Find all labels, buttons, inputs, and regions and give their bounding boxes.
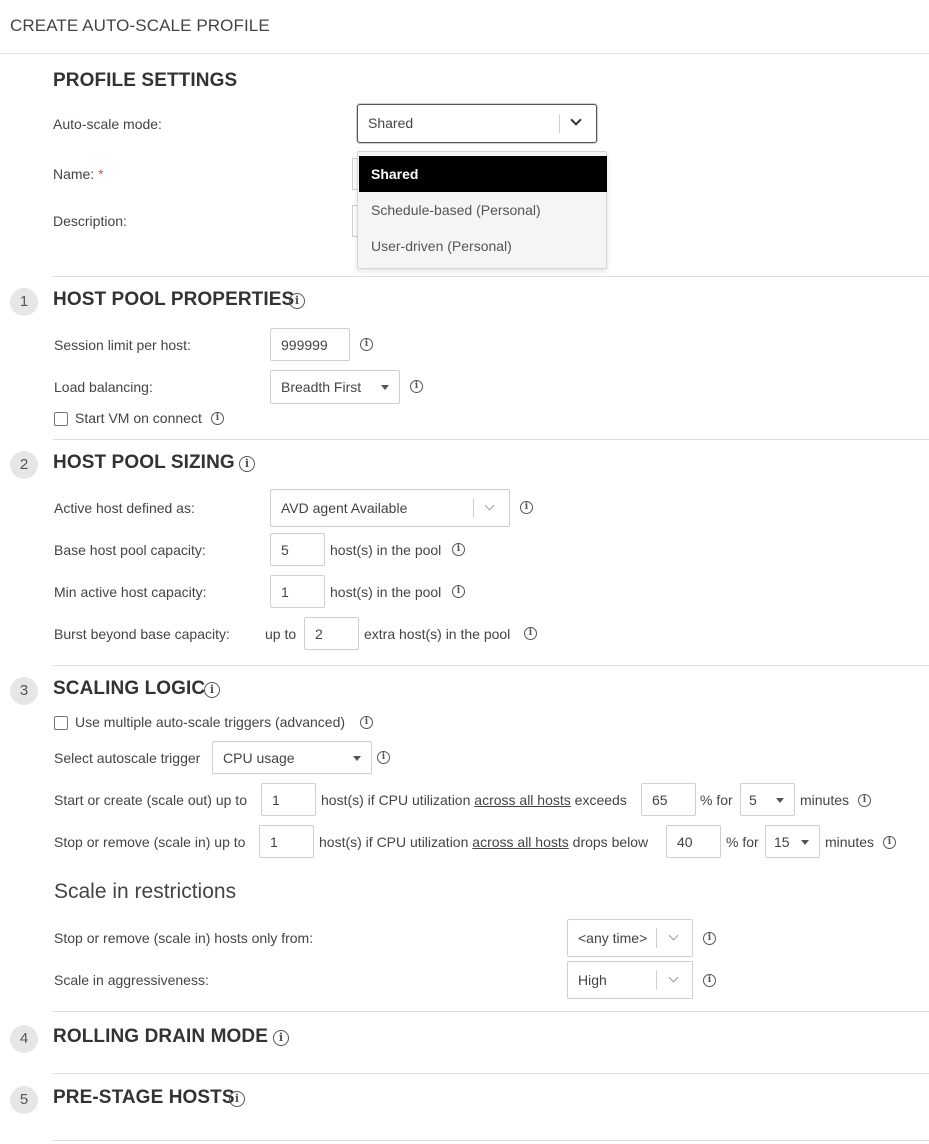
across-all-hosts-link[interactable]: across all hosts bbox=[472, 834, 569, 850]
scale-in-label: Stop or remove (scale in) up to bbox=[54, 834, 246, 850]
section-divider bbox=[53, 1140, 929, 1141]
page-title: CREATE AUTO-SCALE PROFILE bbox=[10, 16, 270, 35]
scale-in-percent-suffix: % for bbox=[726, 834, 759, 850]
scale-out-minutes-suffix: minutes bbox=[800, 792, 850, 808]
burst-suffix: extra host(s) in the pool bbox=[364, 626, 511, 642]
info-icon[interactable]: i bbox=[239, 456, 255, 472]
min-active-label: Min active host capacity: bbox=[54, 584, 207, 600]
min-active-suffix: host(s) in the pool bbox=[330, 584, 442, 600]
section-divider bbox=[53, 1011, 929, 1012]
chevron-down-icon[interactable] bbox=[669, 931, 679, 941]
auto-scale-mode-select[interactable] bbox=[357, 104, 597, 143]
chevron-down-icon[interactable] bbox=[570, 114, 581, 125]
select-separator bbox=[656, 928, 657, 948]
scale-in-minutes-select[interactable]: 15 bbox=[765, 825, 820, 858]
chevron-down-icon[interactable] bbox=[485, 501, 495, 511]
name-label: Name: * bbox=[53, 166, 104, 182]
chevron-down-icon[interactable] bbox=[669, 973, 679, 983]
info-icon[interactable]: i bbox=[410, 380, 423, 393]
info-icon[interactable]: i bbox=[703, 974, 716, 987]
start-vm-checkbox[interactable] bbox=[54, 412, 68, 426]
info-icon[interactable]: i bbox=[377, 751, 390, 764]
burst-prefix: up to bbox=[265, 626, 297, 642]
base-capacity-input[interactable]: 5 bbox=[270, 533, 325, 566]
info-icon[interactable]: i bbox=[452, 543, 465, 556]
scaling-logic-title: SCALING LOGIC bbox=[53, 678, 206, 699]
required-mark: * bbox=[98, 166, 104, 182]
scale-in-percent-input[interactable]: 40 bbox=[666, 825, 721, 858]
only-from-label: Stop or remove (scale in) hosts only from: bbox=[54, 930, 314, 946]
info-icon[interactable]: i bbox=[289, 293, 305, 309]
multi-trigger-label: Use multiple auto-scale triggers (advanced) bbox=[75, 714, 346, 730]
host-pool-properties-title: HOST POOL PROPERTIES bbox=[53, 289, 295, 310]
scale-in-restrictions-title: Scale in restrictions bbox=[54, 880, 237, 903]
info-icon[interactable]: i bbox=[524, 627, 537, 640]
scale-out-percent-suffix: % for bbox=[700, 792, 733, 808]
trigger-select[interactable]: CPU usage bbox=[212, 741, 372, 774]
select-separator bbox=[473, 498, 474, 518]
info-icon[interactable]: i bbox=[520, 501, 533, 514]
scale-out-minutes-select[interactable]: 5 bbox=[740, 783, 795, 816]
auto-scale-mode-dropdown bbox=[357, 151, 607, 269]
header-divider bbox=[0, 53, 929, 54]
session-limit-label: Session limit per host: bbox=[54, 337, 191, 353]
aggressiveness-select[interactable]: High bbox=[567, 961, 693, 999]
section-divider bbox=[53, 276, 929, 277]
across-all-hosts-link[interactable]: across all hosts bbox=[474, 792, 571, 808]
host-pool-sizing-title: HOST POOL SIZING bbox=[53, 452, 235, 473]
dropdown-option-shared[interactable]: Shared bbox=[359, 156, 607, 192]
burst-label: Burst beyond base capacity: bbox=[54, 626, 230, 642]
scale-out-text: host(s) if CPU utilization across all hosts exceeds bbox=[321, 792, 627, 808]
aggressiveness-label: Scale in aggressiveness: bbox=[54, 972, 209, 988]
scale-in-text: host(s) if CPU utilization across all hosts drops below bbox=[319, 834, 649, 850]
only-from-select[interactable]: <any time> bbox=[567, 919, 693, 957]
dropdown-option-user-driven[interactable]: User-driven (Personal) bbox=[371, 238, 512, 254]
info-icon[interactable]: i bbox=[211, 412, 224, 425]
description-label: Description: bbox=[53, 213, 127, 229]
scale-out-percent-input[interactable]: 65 bbox=[641, 783, 696, 816]
section-number: 2 bbox=[10, 451, 38, 479]
select-separator bbox=[656, 970, 657, 990]
min-active-input[interactable]: 1 bbox=[270, 575, 325, 608]
pre-stage-hosts-title[interactable]: PRE-STAGE HOSTS bbox=[53, 1087, 235, 1108]
section-divider bbox=[53, 1073, 929, 1074]
section-divider bbox=[53, 665, 929, 666]
info-icon[interactable]: i bbox=[229, 1091, 245, 1107]
profile-settings-title: PROFILE SETTINGS bbox=[53, 70, 238, 91]
section-number: 5 bbox=[10, 1086, 38, 1114]
load-balancing-label: Load balancing: bbox=[54, 379, 153, 395]
burst-input[interactable]: 2 bbox=[304, 617, 359, 650]
section-divider bbox=[53, 439, 929, 440]
multi-trigger-checkbox[interactable] bbox=[54, 716, 68, 730]
auto-scale-mode-label: Auto-scale mode: bbox=[53, 116, 162, 132]
scale-out-hosts-input[interactable]: 1 bbox=[261, 783, 316, 816]
info-icon[interactable]: i bbox=[360, 716, 373, 729]
info-icon[interactable]: i bbox=[452, 585, 465, 598]
section-number: 3 bbox=[10, 677, 38, 705]
start-vm-label: Start VM on connect bbox=[75, 410, 202, 426]
auto-scale-mode-value: Shared bbox=[368, 115, 414, 131]
info-icon[interactable]: i bbox=[273, 1030, 289, 1046]
base-capacity-suffix: host(s) in the pool bbox=[330, 542, 442, 558]
active-host-select[interactable]: AVD agent Available bbox=[270, 489, 510, 527]
load-balancing-select[interactable]: Breadth First bbox=[270, 370, 400, 404]
info-icon[interactable]: i bbox=[204, 682, 220, 698]
info-icon[interactable]: i bbox=[703, 932, 716, 945]
section-number: 1 bbox=[10, 288, 38, 316]
trigger-label: Select autoscale trigger bbox=[54, 750, 201, 766]
info-icon[interactable]: i bbox=[360, 338, 373, 351]
section-number: 4 bbox=[10, 1025, 38, 1053]
info-icon[interactable]: i bbox=[858, 794, 871, 807]
rolling-drain-mode-title[interactable]: ROLLING DRAIN MODE bbox=[53, 1026, 269, 1047]
scale-in-minutes-suffix: minutes bbox=[825, 834, 875, 850]
session-limit-input[interactable]: 999999 bbox=[270, 328, 350, 361]
info-icon[interactable]: i bbox=[883, 836, 896, 849]
scale-in-hosts-input[interactable]: 1 bbox=[259, 825, 314, 858]
base-capacity-label: Base host pool capacity: bbox=[54, 542, 206, 558]
dropdown-option-schedule-based[interactable]: Schedule-based (Personal) bbox=[371, 202, 541, 218]
active-host-label: Active host defined as: bbox=[54, 500, 195, 516]
select-separator bbox=[559, 114, 560, 133]
scale-out-label: Start or create (scale out) up to bbox=[54, 792, 247, 808]
